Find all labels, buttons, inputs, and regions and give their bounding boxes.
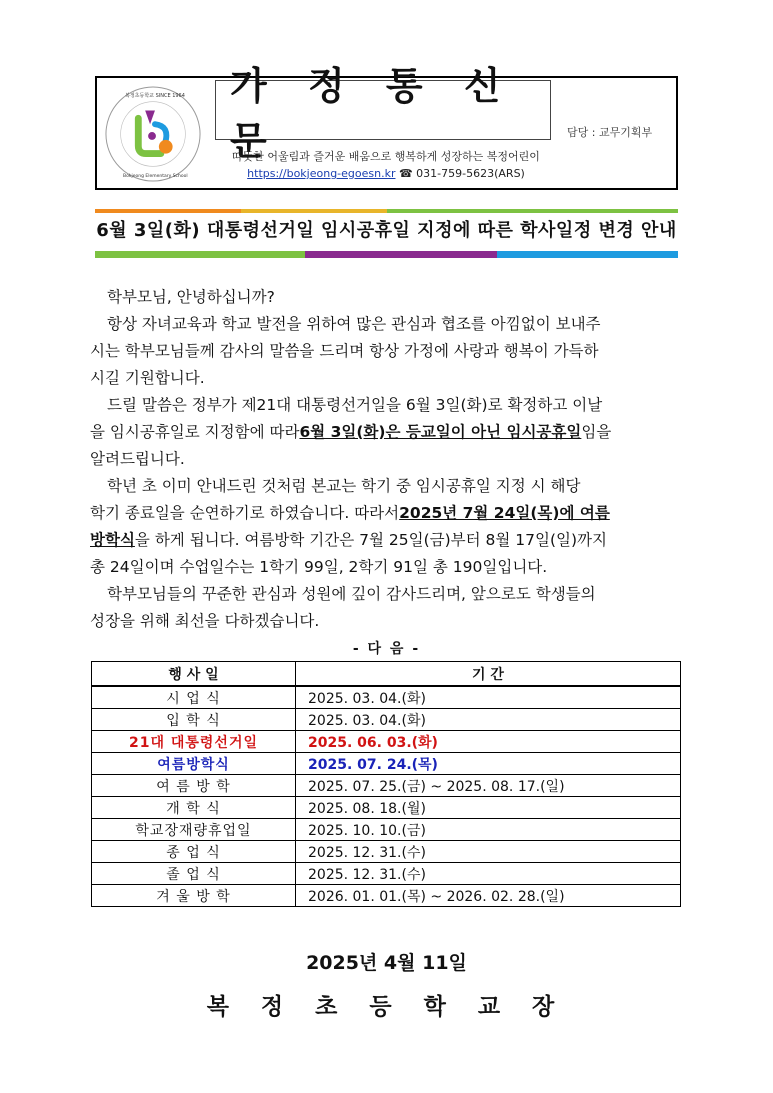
event-cell: 개 학 식	[92, 797, 296, 819]
holiday-emphasis: 6월 3일(화)은 등교일이 아닌 임시공휴일	[299, 423, 582, 441]
table-row	[92, 775, 681, 797]
period-cell: 2025. 12. 31.(수)	[296, 863, 681, 885]
event-cell: 겨 울 방 학	[92, 885, 296, 907]
paragraph-2-line-2: 을 임시공휴일로 지정함에 따라 6월 3일(화)은 등교일이 아닌 임시공휴일 임을	[90, 419, 682, 446]
school-url-link[interactable]: https://bokjeong-egoesn.kr	[247, 167, 396, 180]
period-cell: 2025. 08. 18.(월)	[296, 797, 681, 819]
period-cell: 2025. 12. 31.(수)	[296, 841, 681, 863]
table-row	[92, 709, 681, 731]
paragraph-1-line-2: 시는 학부모님들께 감사의 말씀을 드리며 항상 가정에 사랑과 행복이 가득하	[90, 342, 599, 360]
vacation-ceremony-emphasis: 방학식	[90, 531, 135, 549]
table-row	[92, 753, 681, 775]
header-period: 기 간	[296, 662, 681, 687]
event-cell: 학교장재량휴업일	[92, 819, 296, 841]
letter-header	[95, 64, 678, 190]
table-row	[92, 731, 681, 753]
color-bar-top	[95, 209, 678, 213]
period-cell: 2025. 03. 04.(화)	[296, 686, 681, 709]
logo-text-bottom: Bokjeong Elementary School	[123, 174, 188, 179]
event-cell: 21대 대통령선거일	[92, 731, 296, 753]
issue-date: 2025년 4월 11일	[306, 952, 467, 974]
table-row	[92, 863, 681, 885]
table-row	[92, 686, 681, 709]
letter-body	[90, 284, 682, 635]
greeting: 학부모님, 안녕하십니까?	[107, 288, 275, 306]
event-cell: 여름방학식	[92, 753, 296, 775]
notice-subtitle: 6월 3일(화) 대통령선거일 임시공휴일 지정에 따른 학사일정 변경 안내	[96, 220, 677, 241]
paragraph-3-line-1: 학년 초 이미 안내드린 것처럼 본교는 학기 중 임시공휴일 지정 시 해당	[107, 477, 581, 495]
paragraph-3-line-4: 총 24일이며 수업일수는 1학기 99일, 2학기 91일 총 190일입니다.	[90, 558, 548, 576]
table-row	[92, 797, 681, 819]
event-cell: 졸 업 식	[92, 863, 296, 885]
logo-text-top: 복정초등학교 SINCE 1964	[125, 93, 185, 99]
section-label-daum: - 다 음 -	[352, 641, 421, 657]
paragraph-2-line-1: 드릴 말씀은 정부가 제21대 대통령선거일을 6월 3일(화)로 확정하고 이날	[107, 396, 603, 414]
school-logo	[104, 85, 202, 183]
table-row	[92, 885, 681, 907]
school-motto: 따뜻한 어울림과 즐거운 배움으로 행복하게 성장하는 복정어린이	[232, 150, 540, 163]
paragraph-4-line-1: 학부모님들의 꾸준한 관심과 성원에 깊이 감사드리며, 앞으로도 학생들의	[107, 585, 596, 603]
phone-number: ☎ 031-759-5623(ARS)	[398, 167, 525, 180]
event-cell: 시 업 식	[92, 686, 296, 709]
period-cell: 2025. 07. 24.(목)	[296, 753, 681, 775]
principal-signature: 복 정 초 등 학 교 장	[206, 994, 567, 1020]
page-title: 가 정 통 신 문	[230, 64, 515, 163]
period-cell: 2025. 06. 03.(화)	[296, 731, 681, 753]
department-label: 담당 : 교무기획부	[567, 126, 653, 139]
schedule-table	[91, 661, 681, 907]
paragraph-1-line-3: 시길 기원합니다.	[90, 369, 205, 387]
table-row	[92, 841, 681, 863]
vacation-date-emphasis: 2025년 7월 24일(목)에 여름	[399, 504, 610, 522]
contact-line	[227, 167, 545, 180]
table-header-row	[92, 662, 681, 687]
period-cell: 2025. 07. 25.(금) ~ 2025. 08. 17.(일)	[296, 775, 681, 797]
paragraph-1-line-1: 항상 자녀교육과 학교 발전을 위하여 많은 관심과 협조를 아낌없이 보내주	[107, 315, 601, 333]
period-cell: 2026. 01. 01.(목) ~ 2026. 02. 28.(일)	[296, 885, 681, 907]
header-event: 행 사 일	[92, 662, 296, 687]
event-cell: 입 학 식	[92, 709, 296, 731]
paragraph-4-line-2: 성장을 위해 최선을 다하겠습니다.	[90, 612, 320, 630]
paragraph-3-line-2: 학기 종료일을 순연하기로 하였습니다. 따라서 2025년 7월 24일(목)에 여름	[90, 500, 682, 527]
period-cell: 2025. 03. 04.(화)	[296, 709, 681, 731]
paragraph-2-line-3: 알려드립니다.	[90, 450, 185, 468]
color-bar-bottom	[95, 251, 678, 258]
table-row	[92, 819, 681, 841]
paragraph-3-line-3: 방학식 을 하게 됩니다. 여름방학 기간은 7월 25일(금)부터 8월 17일(일)까지	[90, 527, 682, 554]
event-cell: 여 름 방 학	[92, 775, 296, 797]
event-cell: 종 업 식	[92, 841, 296, 863]
period-cell: 2025. 10. 10.(금)	[296, 819, 681, 841]
